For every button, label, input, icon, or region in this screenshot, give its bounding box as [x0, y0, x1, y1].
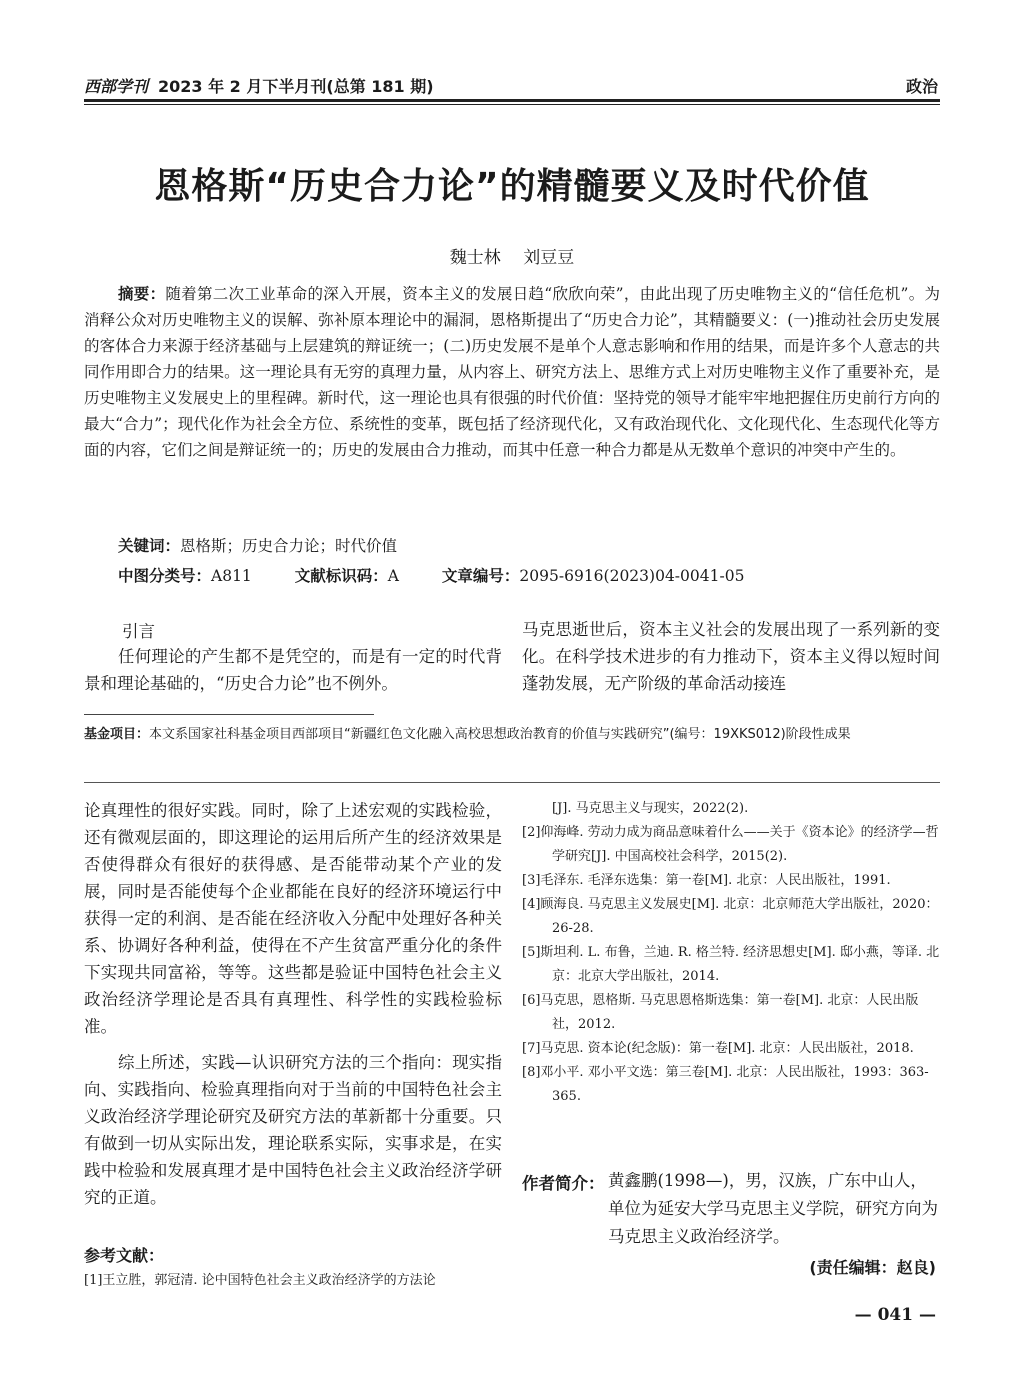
clc-label: 中图分类号： — [118, 567, 212, 585]
page-divider — [84, 782, 940, 783]
reference-item: [J]. 马克思主义与现实，2022(2). — [552, 801, 749, 816]
keywords-label: 关键词： — [118, 537, 181, 555]
reference-list — [522, 797, 942, 1109]
body-paragraph: 综上所述，实践—认识研究方法的三个指向：现实指向、实践指向、检验真理指向对于当前的中国特色社会主义政治经济学理论研究及研究方法的革新都十分重要。只有做到一切从实际出发，理论联系实际，实事求是，在实践中检验和发展真理才是中国特色社会主义政治经济学研究的正道。 — [84, 1053, 502, 1207]
reference-item: [1]王立胜，郭冠清. 论中国特色社会主义政治经济学的方法论 — [84, 1273, 436, 1288]
responsible-editor: (责任编辑：赵良) — [809, 1258, 936, 1277]
reference-item: [2]仰海峰. 劳动力成为商品意味着什么——关于《资本论》的经济学—哲学研究[J]. 中国高校社会科学，2015(2). — [522, 825, 939, 864]
article-number — [442, 567, 745, 585]
keywords-text: 恩格斯；历史合力论；时代价值 — [180, 537, 398, 555]
article-title: 恩格斯“历史合力论”的精髓要义及时代价值 — [154, 166, 870, 207]
reference-item: [7]马克思. 资本论(纪念版)：第一卷[M]. 北京：人民出版社，2018. — [522, 1041, 914, 1056]
abstract-text: 随着第二次工业革命的深入开展，资本主义的发展日趋“欣欣向荣”，由此出现了历史唯物主义的“信任危机”。为消释公众对历史唯物主义的误解、弥补原本理论中的漏洞，恩格斯提出了“历史合力论”，其精髓要义：(一)推动社会历史发展的客体合力来源于经济基础与上层建筑的辩证统一；(二)历史发展不是单个人意志影响和作用的结果，而是许多个人意志的共同作用即合力的结果。这一理论具有无穷的真理力量，从内容上、研究方法上、思维方式上对历史唯物主义作了重要补充，是历史唯物主义发展史上的里程碑。新时代，这一理论也具有很强的时代价值：坚持党的领导才能牢牢地把握住历史前行方向的最大“合力”；现代化作为社会全方位、系统性的变革，既包括了经济现代化，又有政治现代化、文化现代化、生态现代化等方面的内容，它们之间是辩证统一的；历史的发展由合力推动，而其中任意一种合力都是从无数单个意识的冲突中产生的。 — [84, 285, 940, 459]
footnote-rule — [84, 714, 374, 715]
author-bio-label: 作者简介： — [522, 1174, 605, 1193]
funding-note — [84, 724, 940, 746]
body-paragraph: 论真理性的很好实践。同时，除了上述宏观的实践检验，还有微观层面的，即这理论的运用后所产生的经济效果是否使得群众有很好的获得感、是否能带动某个产业的发展，同时是否能使每个企业都能在良好的经济环境运行中获得一定的利润、是否能在经济收入分配中处理好各种关系、协调好各种利益，使得在不产生贫富严重分化的条件下实现共同富裕，等等。这些都是验证中国特色社会主义政治经济学理论是否具有真理性、科学性的实践检验标准。 — [84, 801, 502, 1036]
clc-code — [118, 567, 252, 585]
references-heading: 参考文献： — [84, 1246, 165, 1265]
doc-label: 文献标识码： — [294, 567, 388, 585]
reference-item: [4]顾海良. 马克思主义发展史[M]. 北京：北京师范大学出版社，2020：26-28. — [522, 897, 939, 936]
article-number-value: 2095-6916(2023)04-0041-05 — [519, 567, 745, 585]
reference-item: [3]毛泽东. 毛泽东选集：第一卷[M]. 北京：人民出版社，1991. — [522, 873, 891, 888]
doc-code — [295, 567, 399, 585]
clc-value: A811 — [211, 567, 252, 585]
intro-left-text: 任何理论的产生都不是凭空的，而是有一定的时代背景和理论基础的，“历史合力论”也不例外。 — [84, 647, 502, 693]
issue-info: 2023 年 2 月下半月刊(总第 181 期) — [158, 77, 434, 96]
header-rule-thin — [84, 104, 940, 105]
abstract-label: 摘要： — [118, 285, 166, 303]
reference-item: [6]马克思，恩格斯. 马克思恩格斯选集：第一卷[M]. 北京：人民出版社，2012. — [522, 993, 919, 1032]
article-number-label: 文章编号： — [441, 567, 520, 585]
funding-label: 基金项目： — [84, 727, 150, 742]
doc-value: A — [387, 567, 399, 585]
classification-line — [118, 564, 782, 586]
reference-item: [8]邓小平. 邓小平文选：第三卷[M]. 北京：人民出版社，1993：363-365. — [522, 1065, 929, 1104]
funding-text: 本文系国家社科基金项目西部项目“新疆红色文化融入高校思想政治教育的价值与实践研究”(编号：19XKS012)阶段性成果 — [149, 727, 851, 742]
journal-logo: 西部学刊 — [84, 77, 149, 96]
intro-right-text: 马克思逝世后，资本主义社会的发展出现了一系列新的变化。在科学技术进步的有力推动下，资本主义得以短时间蓬勃发展，无产阶级的革命活动接连 — [522, 620, 940, 693]
abstract — [84, 281, 940, 463]
page-number: — 041 — — [854, 1305, 936, 1325]
reference-item: [5]斯坦利. L. 布鲁，兰迪. R. 格兰特. 经济思想史[M]. 邸小燕，等译. 北京：北京大学出版社，2014. — [522, 945, 940, 984]
author-bio-text: 黄鑫鹏(1998—)，男，汉族，广东中山人，单位为延安大学马克思主义学院，研究方向为马克思主义政治经济学。 — [608, 1171, 938, 1246]
keywords — [118, 534, 397, 556]
intro-heading: 引言 — [122, 622, 155, 641]
authors: 魏士林 刘豆豆 — [449, 248, 575, 268]
section-name: 政治 — [905, 77, 938, 96]
header-rule — [84, 99, 940, 102]
